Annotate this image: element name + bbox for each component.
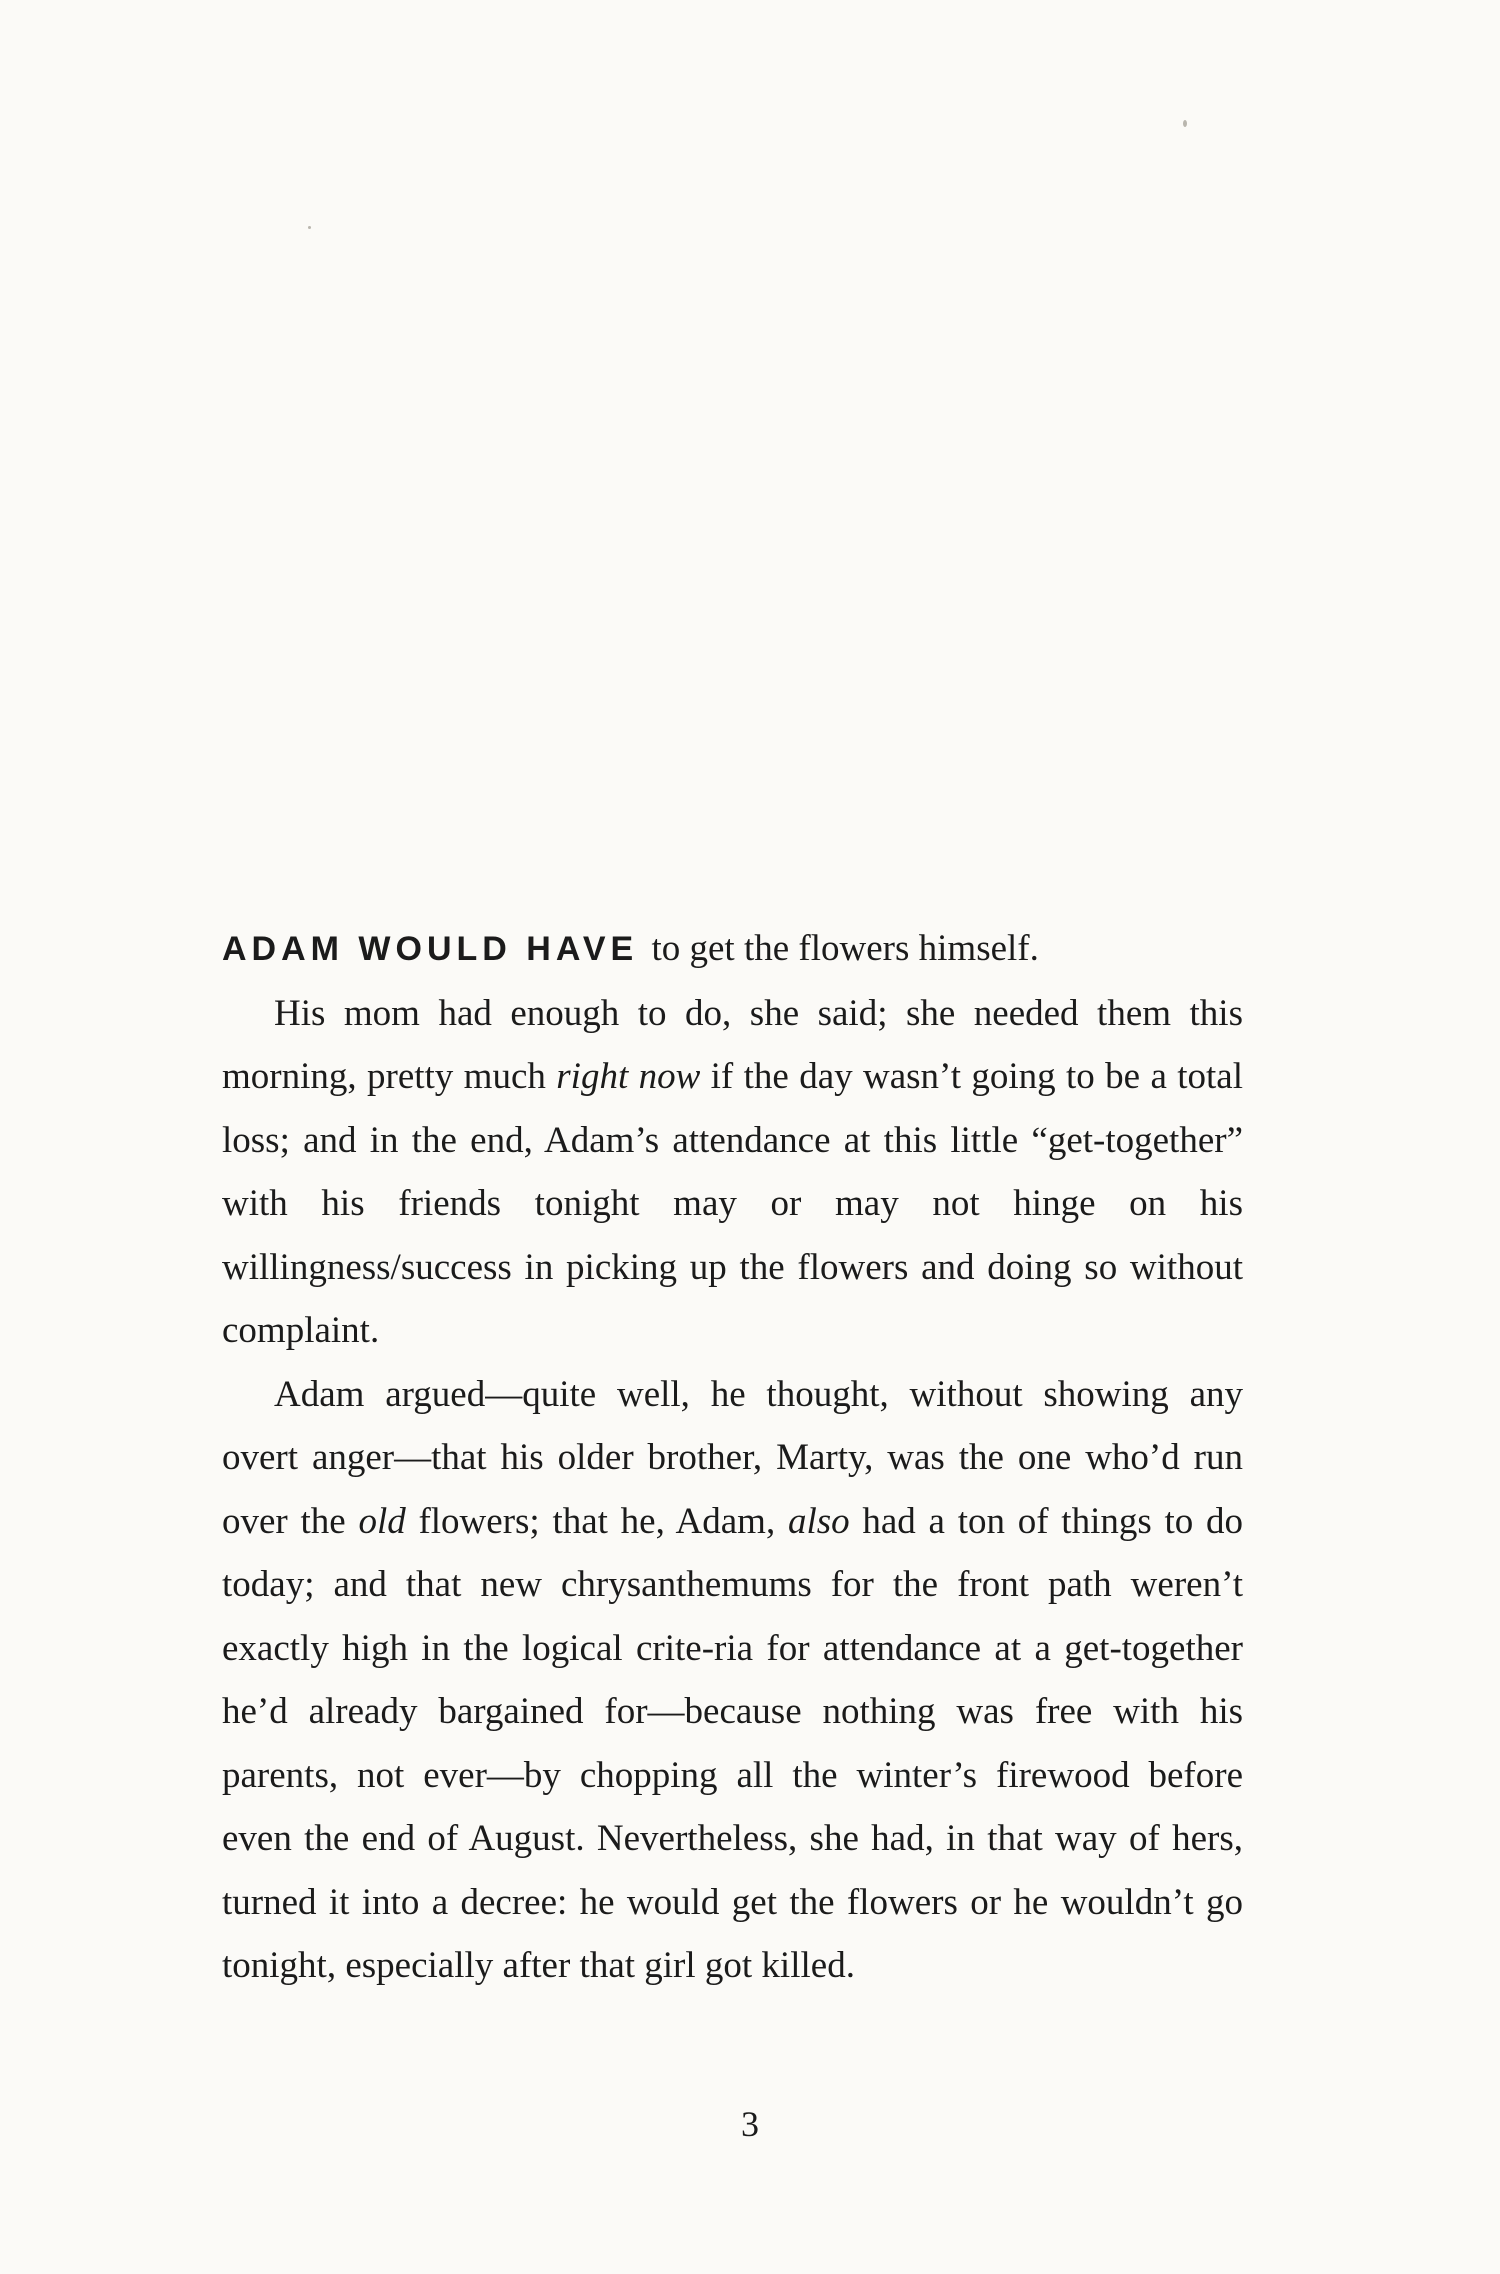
text-segment: to get the flowers himself.	[642, 928, 1039, 969]
body-text	[222, 917, 1243, 1998]
paper-speck	[1183, 120, 1187, 127]
italic-segment: right now	[556, 1056, 701, 1097]
text-segment: flowers; that he, Adam,	[405, 1500, 788, 1542]
paragraph-3	[222, 1363, 1243, 1998]
text-segment: if the day wasn’t going to be a total loss; and in the end, Adam’s attendance at this little “get-together” with his friends tonight may or may not hinge on his willingness/success in picking up the flowers and doing so without complaint.	[222, 1056, 1244, 1351]
page-number: 3	[741, 2104, 759, 2144]
italic-segment: also	[787, 1500, 850, 1542]
chapter-lead-in: ADAM WOULD HAVE	[222, 930, 639, 968]
text-segment: Adam argued—quite well, he thought, without showing any overt anger—that his older brother, Marty, was the one who’d run over the	[222, 1373, 1243, 1542]
paragraph-2	[222, 982, 1243, 1363]
text-segment: His mom had enough to do, she said; she needed them this morning, pretty much	[222, 992, 1243, 1097]
paragraph-1	[222, 917, 1243, 982]
paper-speck	[308, 226, 311, 229]
italic-segment: old	[358, 1500, 406, 1542]
text-segment: had a ton of things to do today; and that new chrysanthemums for the front path weren’t exactly high in the logical crite-ria for attendance at a get-together he’d already bargained for—because nothing was free with his parents, not ever—by chopping all the winter’s firewood before even the end of August. Nevertheless, she had, in that way of hers, turned it into a decree: he would get the flowers or he wouldn’t go tonight, especially after that girl got killed.	[222, 1500, 1244, 1986]
